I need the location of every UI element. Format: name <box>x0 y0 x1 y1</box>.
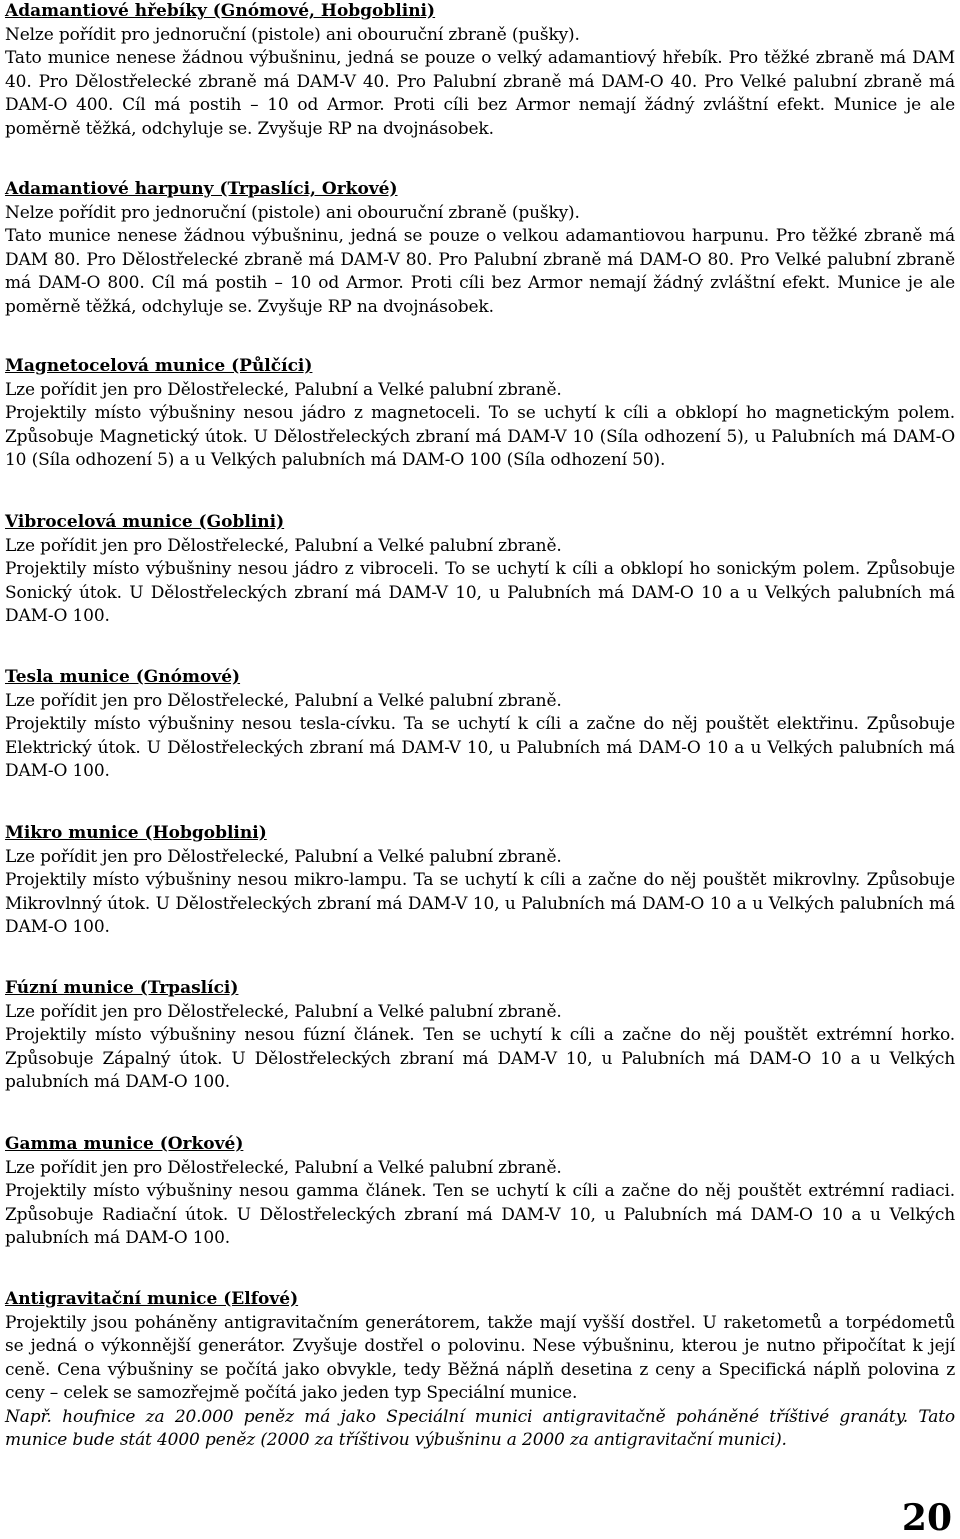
section-description: Projektily místo výbušniny nesou fúzní článek. Ten se uchytí k cíli a začne do něj pouštět extrémní horko. Způsobuje Zápalný útok. U Dělostřeleckých zbraní má DAM-V 10, u Palubních má DAM-O 10 a u Velkých palubních má DAM-O 100. <box>5 1025 955 1092</box>
section-restriction: Lze pořídit jen pro Dělostřelecké, Palubní a Velké palubní zbraně. <box>5 690 562 711</box>
section-gamma-ammo <box>5 1133 955 1251</box>
section-heading: Antigravitační munice (Elfové) <box>5 1289 299 1309</box>
section-heading: Adamantiové harpuny (Trpaslíci, Orkové) <box>5 179 398 199</box>
section-tesla-ammo <box>5 666 955 784</box>
section-restriction: Nelze pořídit pro jednoruční (pistole) ani obouruční zbraně (pušky). <box>5 24 580 45</box>
section-vibrosteel-ammo <box>5 511 955 629</box>
section-heading: Adamantiové hřebíky (Gnómové, Hobgoblini) <box>5 1 436 21</box>
section-adamantine-harpoons <box>5 178 955 319</box>
section-restriction: Nelze pořídit pro jednoruční (pistole) ani obouruční zbraně (pušky). <box>5 202 580 223</box>
section-description: Projektily místo výbušniny nesou tesla-cívku. Ta se uchytí k cíli a začne do něj pouštět elektřinu. Způsobuje Elektrický útok. U Dělostřeleckých zbraní má DAM-V 10, u Palubních má DAM-O 10 a u Velkých palubních má DAM-O 100. <box>5 714 955 781</box>
section-restriction: Lze pořídit jen pro Dělostřelecké, Palubní a Velké palubní zbraně. <box>5 379 562 400</box>
section-description: Projektily místo výbušniny nesou mikro-lampu. Ta se uchytí k cíli a začne do něj pouštět mikrovlny. Způsobuje Mikrovlnný útok. U Dělostřeleckých zbraní má DAM-V 10, u Palubních má DAM-O 10 a u Velkých palubních má DAM-O 100. <box>5 870 955 937</box>
section-micro-ammo <box>5 822 955 940</box>
section-heading: Fúzní munice (Trpaslíci) <box>5 978 239 998</box>
section-restriction: Lze pořídit jen pro Dělostřelecké, Palubní a Velké palubní zbraně. <box>5 1157 562 1178</box>
section-heading: Vibrocelová munice (Goblini) <box>5 512 285 532</box>
section-description: Projektily místo výbušniny nesou jádro z vibroceli. To se uchytí k cíli a obklopí ho sonickým polem. Způsobuje Sonický útok. U Dělostřeleckých zbraní má DAM-V 10, u Palubních má DAM-O 10 a u Velkých palubních má DAM-O 100. <box>5 559 955 626</box>
section-restriction: Lze pořídit jen pro Dělostřelecké, Palubní a Velké palubní zbraně. <box>5 846 562 867</box>
section-restriction: Lze pořídit jen pro Dělostřelecké, Palubní a Velké palubní zbraně. <box>5 535 562 556</box>
section-description: Tato munice nenese žádnou výbušninu, jedná se pouze o velký adamantiový hřebík. Pro těžké zbraně má DAM 40. Pro Dělostřelecké zbraně má DAM-V 40. Pro Palubní zbraně má DAM-O 40. Pro Velké palubní zbraně má DAM-O 400. Cíl má postih – 10 od Armor. Proti cíli bez Armor nemají žádný zvláštní efekt. Munice je ale poměrně těžká, odchyluje se. Zvyšuje RP na dvojnásobek. <box>5 48 955 139</box>
section-magnetosteel-ammo <box>5 355 955 473</box>
section-antigravity-ammo <box>5 1288 955 1453</box>
section-heading: Mikro munice (Hobgoblini) <box>5 823 267 843</box>
section-description: Projektily místo výbušniny nesou jádro z magnetoceli. To se uchytí k cíli a obklopí ho magnetickým polem. Způsobuje Magnetický útok. U Dělostřeleckých zbraní má DAM-V 10 (Síla odhození 5), u Palubních má DAM-O 10 (Síla odhození 5) a u Velkých palubních má DAM-O 100 (Síla odhození 50). <box>5 403 955 470</box>
section-description: Projektily místo výbušniny nesou gamma článek. Ten se uchytí k cíli a začne do něj pouštět extrémní radiaci. Způsobuje Radiační útok. U Dělostřeleckých zbraní má DAM-V 10, u Palubních má DAM-O 10 a u Velkých palubních má DAM-O 100. <box>5 1181 955 1248</box>
section-example: Např. houfnice za 20.000 peněz má jako Speciální munici antigravitačně poháněné tříštivé granáty. Tato munice bude stát 4000 peněz (2000 za tříštivou výbušninu a 2000 za antigravitační munici). <box>5 1406 955 1450</box>
section-heading: Tesla munice (Gnómové) <box>5 667 241 687</box>
section-description: Projektily jsou poháněny antigravitačním generátorem, takže mají vyšší dostřel. U raketometů a torpédometů se jedná o výkonnější generátor. Zvyšuje dostřel o polovinu. Nese výbušninu, kterou je nutno připočítat k její ceně. Cena výbušniny se počítá jako obvykle, tedy Běžná náplň desetina z ceny a Specifická náplň polovina z ceny – celek se samozřejmě počítá jako jeden typ Speciální munice. <box>5 1312 955 1403</box>
section-heading: Magnetocelová munice (Půlčíci) <box>5 356 313 376</box>
section-description: Tato munice nenese žádnou výbušninu, jedná se pouze o velkou adamantiovou harpunu. Pro těžké zbraně má DAM 80. Pro Dělostřelecké zbraně má DAM-V 80. Pro Palubní zbraně má DAM-O 80. Pro Velké palubní zbraně má DAM-O 800. Cíl má postih – 10 od Armor. Proti cíli bez Armor nemají žádný zvláštní efekt. Munice je ale poměrně těžká, odchyluje se. Zvyšuje RP na dvojnásobek. <box>5 226 955 317</box>
section-fusion-ammo <box>5 977 955 1095</box>
section-heading: Gamma munice (Orkové) <box>5 1134 244 1154</box>
page-number: 20 <box>901 1497 952 1539</box>
section-restriction: Lze pořídit jen pro Dělostřelecké, Palubní a Velké palubní zbraně. <box>5 1001 562 1022</box>
section-adamantine-nails <box>5 0 955 141</box>
